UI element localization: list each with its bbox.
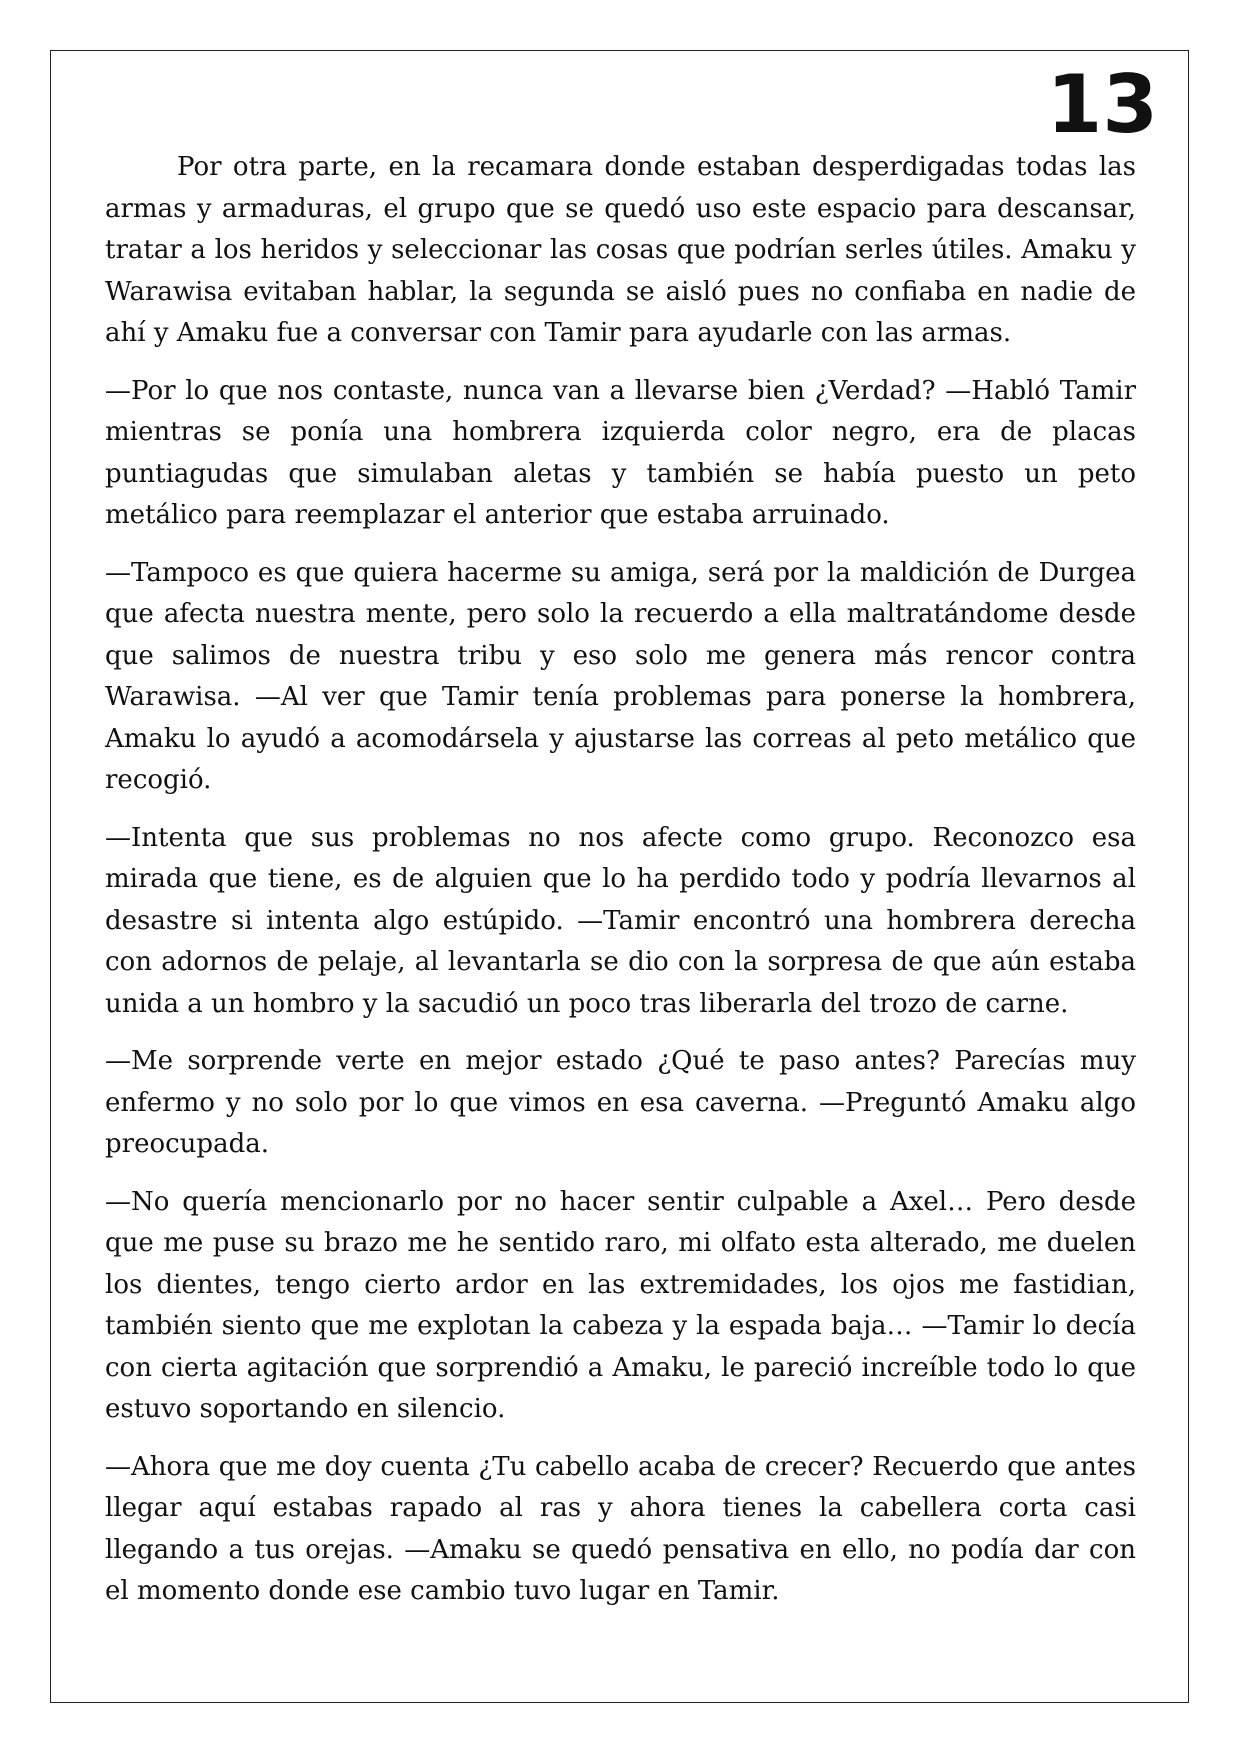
paragraph-6: —No quería mencionarlo por no hacer sentir culpable a Axel… Pero desde que me puse su brazo me he sentido raro, mi olfato esta alterado, me duelen los dientes, tengo cierto ardor en las extremidades, los ojos me fastidian, también siento que me explotan la cabeza y la espada baja… —Tamir lo decía con cierta agitación que sorprendió a Amaku, le pareció increíble todo lo que estuvo soportando en silencio. [105, 1186, 1136, 1424]
body-text [105, 147, 1136, 1629]
page-frame [50, 50, 1189, 1703]
paragraph-4: —Intenta que sus problemas no nos afecte como grupo. Reconozco esa mirada que tiene, es de alguien que lo ha perdido todo y podría llevarnos al desastre si intenta algo estúpido. —Tamir encontró una hombrera derecha con adornos de pelaje, al levantarla se dio con la sorpresa de que aún estaba unida a un hombro y la sacudió un poco tras liberarla del trozo de carne. [105, 822, 1136, 1019]
paragraph-3: —Tampoco es que quiera hacerme su amiga, será por la maldición de Durgea que afecta nuestra mente, pero solo la recuerdo a ella maltratándome desde que salimos de nuestra tribu y eso solo me genera más rencor contra Warawisa. —Al ver que Tamir tenía problemas para ponerse la hombrera, Amaku lo ayudó a acomodársela y ajustarse las correas al peto metálico que recogió. [105, 557, 1136, 795]
paragraph-7: —Ahora que me doy cuenta ¿Tu cabello acaba de crecer? Recuerdo que antes llegar aquí estabas rapado al ras y ahora tienes la cabellera corta casi llegando a tus orejas. —Amaku se quedó pensativa en ello, no podía dar con el momento donde ese cambio tuvo lugar en Tamir. [105, 1451, 1136, 1606]
page-number: 13 [1046, 58, 1158, 151]
paragraph-1: Por otra parte, en la recamara donde estaban desperdigadas todas las armas y armaduras, el grupo que se quedó uso este espacio para descansar, tratar a los heridos y seleccionar las cosas que podrían serles útiles. Amaku y Warawisa evitaban hablar, la segunda se aisló pues no confiaba en nadie de ahí y Amaku fue a conversar con Tamir para ayudarle con las armas. [105, 152, 1136, 348]
paragraph-2: —Por lo que nos contaste, nunca van a llevarse bien ¿Verdad? —Habló Tamir mientras se ponía una hombrera izquierda color negro, era de placas puntiagudas que simulaban aletas y también se había puesto un peto metálico para reemplazar el anterior que estaba arruinado. [105, 375, 1136, 530]
paragraph-5: —Me sorprende verte en mejor estado ¿Qué te paso antes? Parecías muy enfermo y no solo por lo que vimos en esa caverna. —Preguntó Amaku algo preocupada. [105, 1046, 1136, 1159]
